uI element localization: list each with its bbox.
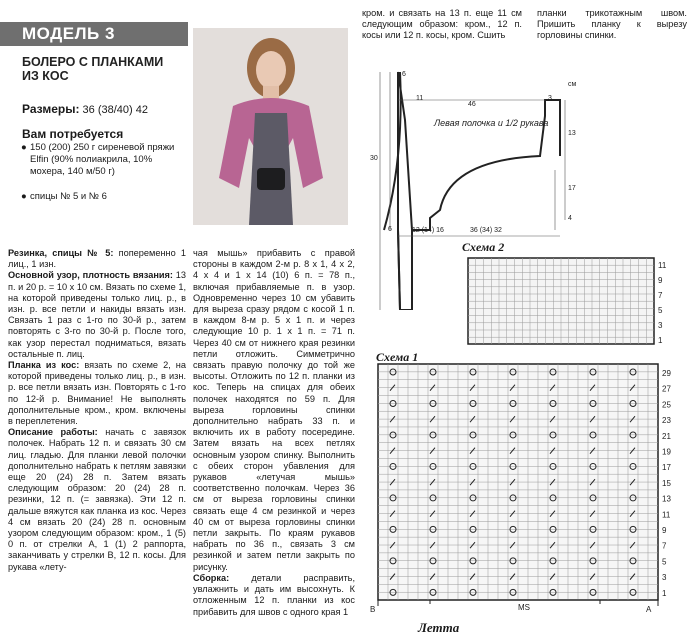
- row-number: 13: [662, 494, 671, 504]
- dim-label: 3: [548, 95, 552, 102]
- svg-text:11: 11: [658, 261, 667, 270]
- material-item: [21, 142, 188, 178]
- material-text: 150 (200) 250 г сиреневой пряжи Elfin (90% полиакрила, 10% мохера, 140 м/50 г): [30, 142, 175, 177]
- dim-label: см: [568, 81, 577, 88]
- schema1-chart: [370, 362, 695, 620]
- paragraph: чая мышь» прибавить с правой стороны в каждом 2-м р. 8 х 1, 4 х 2, 4 х 4 и 1 х 14 (10) 6 п. = 78 п., включая прибавляемые п. в узор. Одновременно через 10 см убавить для выреза сразу рядом с косой 1 п. в каждом 8-м р. 5 х 1 п. и через следующие 10 р. 1 х 1 п. = 71 п. Через 40 см от нижнего края резинки петли отложить. Симметрично связать правую полочку до той же высоты. Отложить по 12 п. планки из кос. Теперь на спицах для обеих полочек находятся по 59 п. Для выреза горловины спинки дополнительно набрать 33 п. и включить их в работу посередине. Затем вязать на всех петлях основным узором спинку. Выполнить с обеих сторон убавления для рукавов «летучая мышь» соответственно полочкам. Через 36 см от выреза горловины спинки связать еще 4 см резинкой и через 40 см от выреза горловины спинки петли закрыть. По краям рукавов набрать по 36 п., связать 3 см резинкой и затем петли закрыть по рисунку.: [193, 248, 355, 572]
- dim-label: 13: [568, 130, 576, 137]
- sizes: [22, 102, 148, 116]
- row-number: 29: [662, 369, 671, 378]
- material-text: спицы № 5 и № 6: [30, 191, 107, 202]
- dim-label: 46: [468, 101, 476, 108]
- bullet-icon: ●: [21, 191, 27, 202]
- materials-heading: Вам потребуется: [22, 127, 124, 141]
- row-number: 23: [662, 416, 671, 426]
- dim-label: 6: [402, 71, 406, 78]
- row-number: 3: [662, 573, 667, 583]
- paragraph: Сборка: детали расправить, увлажнить и дать им высохнуть. К отложенным 12 п. планки из кос прибавить для швов с одного края 1: [193, 572, 355, 617]
- paragraph: Основной узор, плотность вязания: 13 п. и 20 р. = 10 х 10 см. Вязать по схеме 1, на которой приведены только лиц. р., в изн. р. все петли и накиды вязать изн. Связать 1 раз с 1-го по 30-й р., затем повторять с 3-го по 30-й р. После того, как узор перестал подниматься, вязать остальные п. лиц.: [8, 270, 186, 359]
- text-column-3: кром. и связать на 13 п. еще 11 см следующим образом: кром., 12 п. косы или 12 п. косы, кром. Сшить: [362, 8, 522, 41]
- paragraph: Резинка, спицы № 5: попеременно 1 лиц., 1 изн.: [8, 248, 186, 270]
- arrow-b-label: B: [370, 605, 376, 614]
- row-number: 27: [662, 384, 671, 394]
- svg-text:3: 3: [658, 321, 663, 330]
- model-label: МОДЕЛЬ 3: [0, 22, 188, 46]
- schema2-chart: [466, 256, 671, 348]
- schema2-title: Схема 2: [462, 240, 505, 254]
- row-number: 17: [662, 463, 671, 473]
- sizes-label: Размеры:: [22, 102, 80, 116]
- row-number: 1: [662, 588, 667, 598]
- ms-label: MS: [518, 603, 530, 612]
- row-number: 7: [662, 541, 667, 551]
- row-number: 19: [662, 447, 671, 457]
- schema1-title: Схема 1: [376, 350, 419, 364]
- model-photo: [193, 28, 348, 225]
- dim-label: 30: [370, 155, 378, 162]
- text-column-2: [193, 248, 355, 618]
- svg-text:7: 7: [658, 291, 663, 300]
- sizes-value: 36 (38/40) 42: [82, 104, 148, 116]
- row-number: 9: [662, 526, 667, 535]
- text-column-1: [8, 248, 186, 573]
- svg-text:1: 1: [658, 336, 663, 345]
- pattern-title: БОЛЕРО С ПЛАНКАМИ ИЗ КОС: [22, 55, 164, 83]
- paragraph: Планка из кос: вязать по схеме 2, на которой приведены только лиц. р., в изн. р. все петли вязать изн. Повторять с 1-го по 12-й р. Внимание! Не выполнять дополнительные кром., кром. включены в переплетения.: [8, 360, 186, 427]
- dim-label: 12 (14) 16: [412, 227, 444, 234]
- arrow-a-label: A: [646, 605, 652, 614]
- row-number: 11: [662, 510, 671, 520]
- svg-text:9: 9: [658, 276, 663, 285]
- dim-label: 6: [388, 226, 392, 233]
- dim-label: 36 (34) 32: [470, 227, 502, 234]
- dim-label: 4: [568, 215, 572, 222]
- row-number: 5: [662, 557, 667, 567]
- bullet-icon: ●: [21, 142, 27, 153]
- signature: Летта: [418, 620, 460, 635]
- row-number: 25: [662, 400, 671, 410]
- paragraph: Описание работы: начать с завязок полочек. Набрать 12 п. и связать 30 см лиц. гладью. Для планки левой полочки дополнительно набрать к петлям завязки еще 20 (24) 28 п. Затем вязать следующим образом: 20 (24) 28 п. резинки, 12 п. (= завязка). Эти 12 п. дальше вяжутся как планка из кос. Через 4 см вязать 20 (24) 28 п. основным узором следующим образом: кром., 1 (5) 0 п. от стрелки А, 1 (1) 2 раппорта, заканчивать у стрелки В, 12 п. косы. Для рукава «лету-: [8, 427, 186, 572]
- text-column-4: планки трикотажным швом. Пришить планку к вырезу горловины спинки.: [537, 8, 687, 41]
- material-item: [21, 191, 188, 203]
- dim-label: 11: [416, 95, 424, 102]
- schematic-label: Левая полочка и 1/2 рукава: [434, 118, 549, 128]
- row-number: 21: [662, 431, 671, 441]
- dim-label: 17: [568, 185, 576, 192]
- svg-text:5: 5: [658, 306, 663, 315]
- row-number: 15: [662, 478, 671, 488]
